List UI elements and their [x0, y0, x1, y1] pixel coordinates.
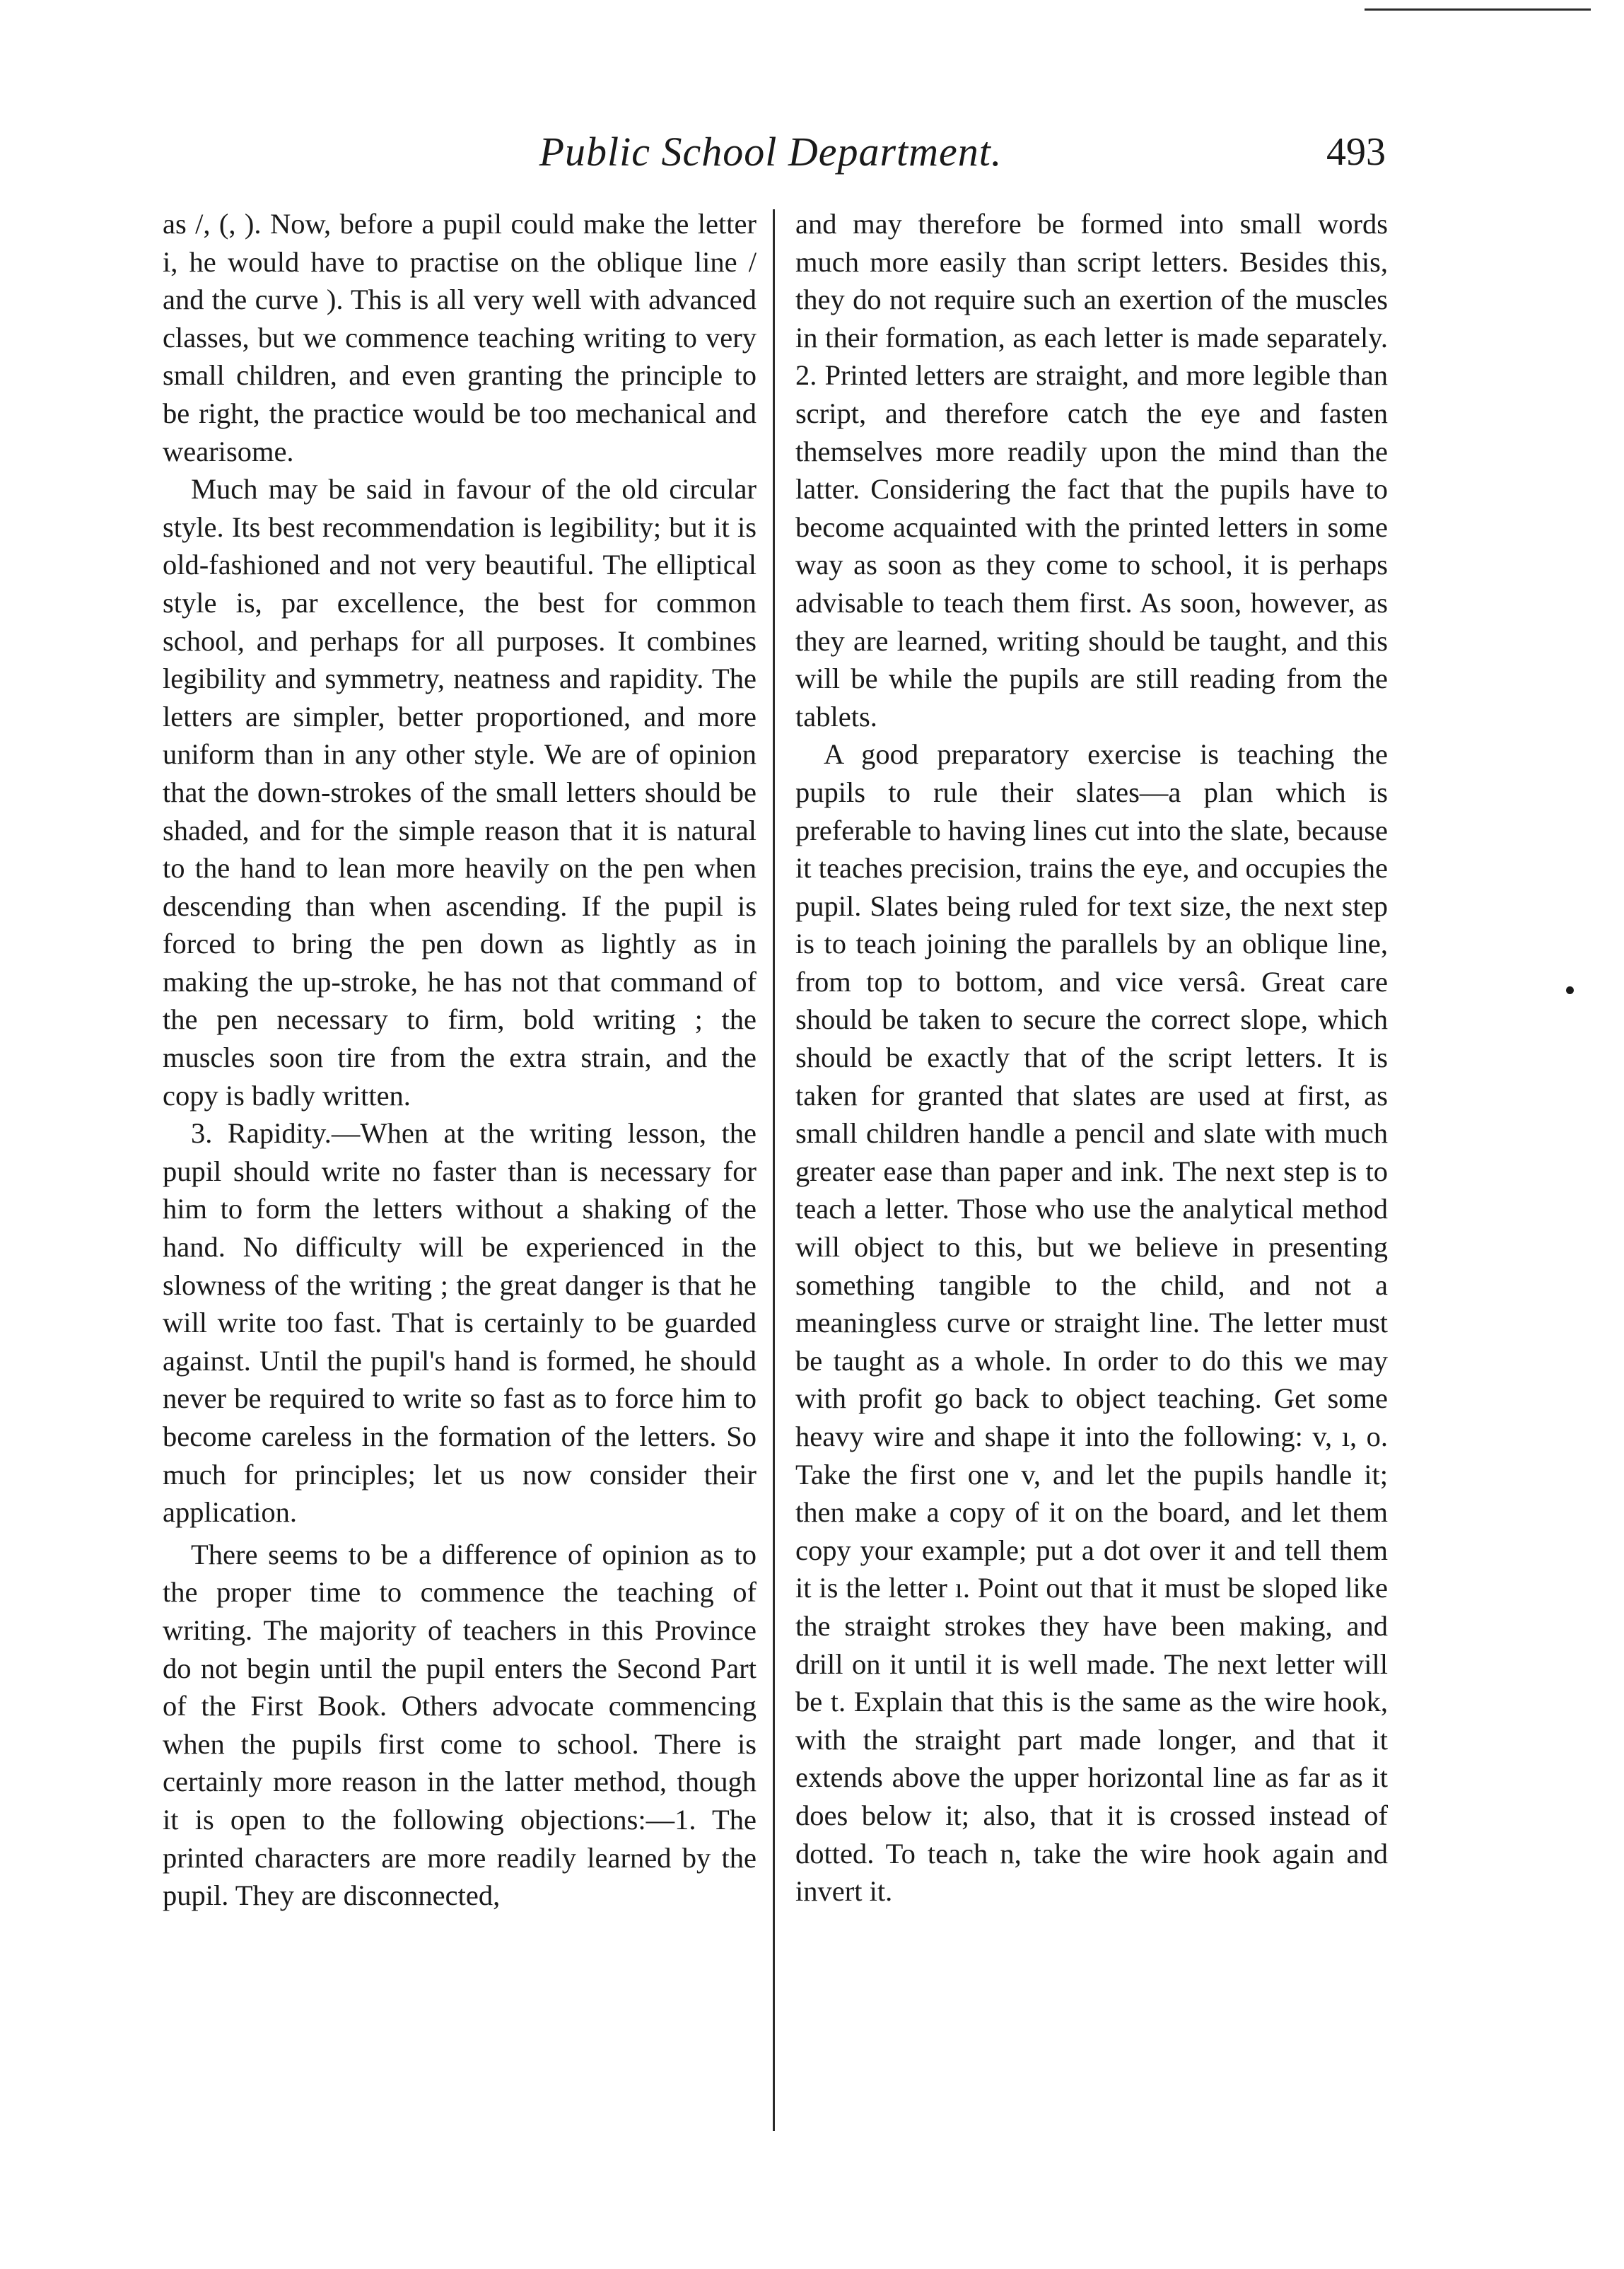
page-header	[0, 120, 1624, 184]
stray-ink-dot	[1566, 986, 1574, 994]
paragraph: and may therefore be formed into small words much more easily than script letters. Besides this, they do not require such an exertion of the muscles in their formation, as each letter is made separately. 2. Printed letters are straight, and more legible than script, and therefore catch the eye and fasten themselves more readily upon the mind than the latter. Considering the fact that the pupils have to become acquainted with the printed letters in some way as soon as they come to school, it is perhaps advisable to teach them first. As soon, however, as they are learned, writing should be taught, and this will be while the pupils are still reading from the tablets.	[795, 208, 1388, 733]
paragraph: There seems to be a difference of opinion as to the proper time to commence the teaching of writing. The majority of teachers in this Province do not begin until the pupil enters the Second Part of the First Book. Others advocate commencing when the pupils first come to school. There is certainly more reason in the latter method, though it is open to the following objections:—1. The printed characters are more readily learned by the pupil. They are disconnected,	[163, 1538, 756, 1912]
right-column	[795, 205, 1388, 1911]
column-divider	[773, 209, 775, 2131]
page-number: 493	[1326, 130, 1386, 174]
top-rule	[1365, 8, 1591, 11]
running-head: Public School Department.	[539, 129, 1003, 175]
paragraph: 3. Rapidity.—When at the writing lesson, the pupil should write no faster than is necessary for him to form the letters without a shaking of the hand. No difficulty will be experienced in the slowness of the writing ; the great danger is that he will write too fast. That is certainly to be guarded against. Until the pupil's hand is formed, he should never be required to write so fast as to force him to become careless in the formation of the letters. So much for principles; let us now consider their application.	[163, 1117, 756, 1529]
left-column	[163, 205, 756, 1915]
paragraph: Much may be said in favour of the old circular style. Its best recommendation is legibility; but it is old-fashioned and not very beautiful. The elliptical style is, par excellence, the best for common school, and perhaps for all purposes. It combines legibility and symmetry, neatness and rapidity. The letters are simpler, better proportioned, and more uniform than in any other style. We are of opinion that the down-strokes of the small letters should be shaded, and for the simple reason that it is natural to the hand to lean more heavily on the pen when descending than when ascending. If the pupil is forced to bring the pen down as lightly as in making the up-stroke, he has not that command of the pen necessary to firm, bold writing ; the muscles soon tire from the extra strain, and the copy is badly written.	[163, 473, 756, 1112]
paragraph: A good preparatory exercise is teaching the pupils to rule their slates—a plan which is preferable to having lines cut into the slate, because it teaches precision, trains the eye, and occupies the pupil. Slates being ruled for text size, the next step is to teach joining the parallels by an oblique line, from top to bottom, and vice versâ. Great care should be taken to secure the correct slope, which should be exactly that of the script letters. It is taken for granted that slates are used at first, as small children handle a pencil and slate with much greater ease than paper and ink. The next step is to teach a letter. Those who use the analytical method will object to this, but we believe in presenting something tangible to the child, and not a meaningless curve or straight line. The letter must be taught as a whole. In order to do this we may with profit go back to object teaching. Get some heavy wire and shape it into the following: v, ı, o. Take the first one v, and let the pupils handle it; then make a copy of it on the board, and let them copy your example; put a dot over it and tell them it is the letter ı. Point out that it must be sloped like the straight strokes they have been making, and drill on it until it is well made. The next letter will be t. Explain that this is the same as the wire hook, with the straight part made longer, and that it extends above the upper horizontal line as far as it does below it; also, that it is crossed instead of dotted. To teach n, take the wire hook again and invert it.	[795, 738, 1388, 1908]
paragraph: as /, (, ). Now, before a pupil could make the letter i, he would have to practise on the oblique line / and the curve ). This is all very well with advanced classes, but we commence teaching writing to very small children, and even granting the principle to be right, the practice would be too mechanical and wearisome.	[163, 208, 756, 467]
